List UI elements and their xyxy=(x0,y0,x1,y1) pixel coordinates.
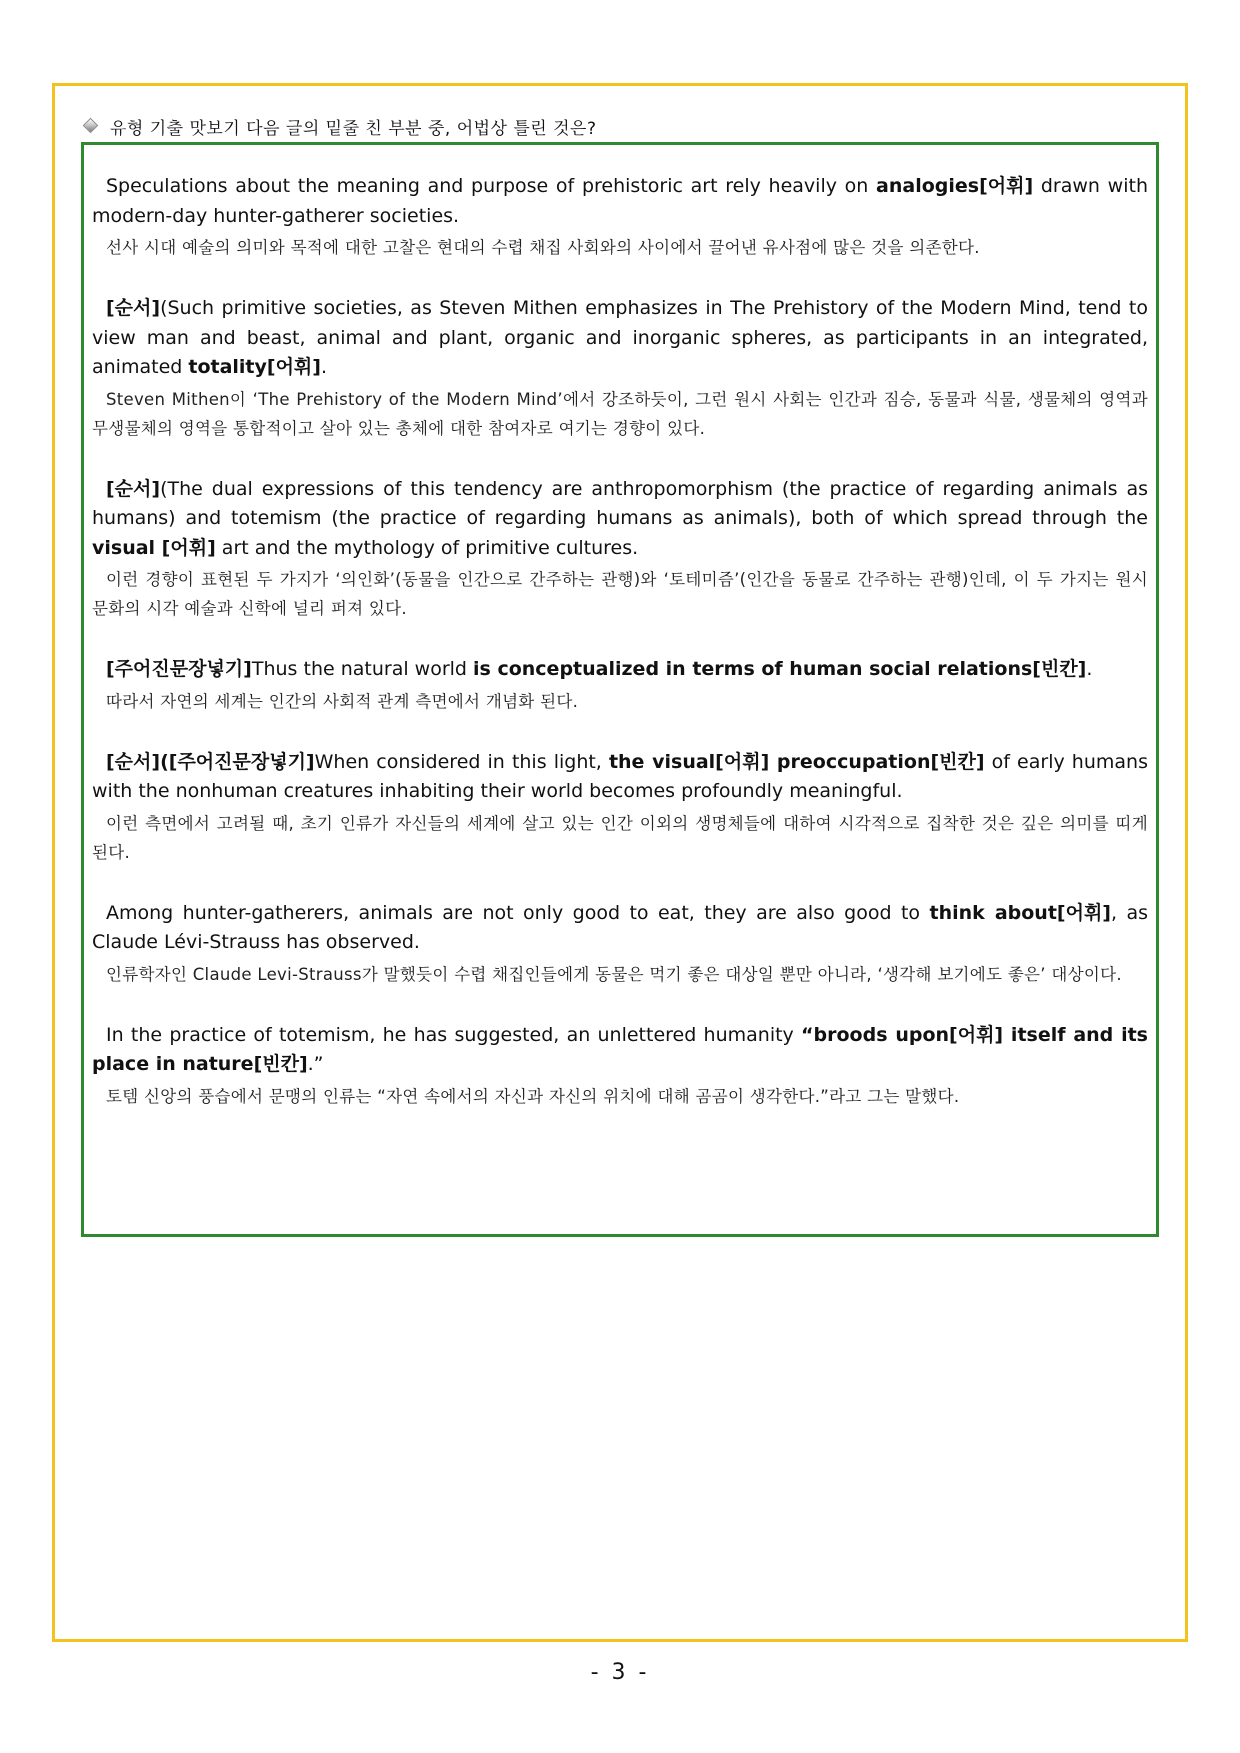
korean-translation: 인류학자인 Claude Levi-Strauss가 말했듯이 수렵 채집인들에게 동물은 먹기 좋은 대상일 뿐만 아니라, ‘생각해 보기에도 좋은’ 대상이다. xyxy=(106,964,1122,984)
question-title: 유형 기출 맛보기 다음 글의 밑줄 친 부분 중, 어법상 틀린 것은? xyxy=(110,118,597,139)
sentence-text: , as Claude Lévi-Strauss has observed. xyxy=(92,901,1149,953)
sentence-text: of early humans with the nonhuman creatures inhabiting their world becomes profoundly meaningful. xyxy=(92,750,1148,802)
paragraph-block xyxy=(92,172,1148,262)
sentence-text: drawn with modern-day hunter-gatherer societies. xyxy=(92,175,1148,227)
highlighted-term: “broods upon[어휘] itself and its place in nature[빈칸] xyxy=(92,1023,1148,1075)
highlighted-term: [순서] xyxy=(106,477,161,500)
paragraph-block xyxy=(92,655,1148,716)
english-sentence xyxy=(92,475,1148,564)
korean-translation: 토템 신앙의 풍습에서 문맹의 인류는 “자연 속에서의 자신과 자신의 위치에 대해 곰곰이 생각한다.”라고 그는 말했다. xyxy=(106,1086,960,1106)
highlighted-term: [순서] xyxy=(106,297,161,319)
korean-translation: 이런 측면에서 고려될 때, 초기 인류가 자신들의 세계에 살고 있는 인간 이외의 생명체들에 대하여 시각적으로 집착한 것은 깊은 의미를 띠게 된다. xyxy=(92,813,1148,862)
sentence-text: .” xyxy=(307,1053,324,1075)
highlighted-term: think about[어휘] xyxy=(929,901,1111,924)
english-sentence xyxy=(92,294,1148,383)
paragraph-block xyxy=(92,294,1148,443)
paragraph-block xyxy=(92,1021,1148,1111)
highlighted-term: is conceptualized in terms of human social relations[빈칸] xyxy=(473,658,1087,680)
paragraph-block xyxy=(92,899,1148,989)
highlighted-term: analogies[어휘] xyxy=(876,175,1034,197)
korean-translation: 선사 시대 예술의 의미와 목적에 대한 고찰은 현대의 수렵 채집 사회와의 사이에서 끌어낸 유사점에 많은 것을 의존한다. xyxy=(106,238,980,257)
sentence-text: (Such primitive societies, as Steven Mithen emphasizes in The Prehistory of the Modern Mind, tend to view man and beast, animal and plant, organic and inorganic spheres, as participants in an integrated, animated xyxy=(92,297,1148,378)
sentence-text: . xyxy=(1086,658,1093,680)
korean-translation: 따라서 자연의 세계는 인간의 사회적 관계 측면에서 개념화 된다. xyxy=(106,691,579,711)
sentence-text: (The dual expressions of this tendency are anthropomorphism (the practice of regarding animals as humans) and totemism (the practice of regarding humans as animals), both of which spread through the xyxy=(92,477,1148,529)
highlighted-term: ([주어진문장넣기] xyxy=(160,750,315,773)
sentence-text: . xyxy=(320,356,328,378)
korean-translation: Steven Mithen이 ‘The Prehistory of the Modern Mind’에서 강조하듯이, 그런 원시 사회는 인간과 짐승, 동물과 식물, 생물체의 영역과 무생물체의 영역을 통합적이고 살아 있는 총체에 대한 참여자로 여기는 경향이 있다. xyxy=(92,389,1148,438)
sentence-text: Among hunter-gatherers, animals are not only good to eat, they are also good to xyxy=(106,901,930,924)
sentence-text: In the practice of totemism, he has suggested, an unlettered humanity xyxy=(106,1023,802,1046)
paragraph-block xyxy=(92,475,1148,624)
passage-content xyxy=(92,172,1148,1143)
highlighted-term: visual [어휘] xyxy=(92,536,216,559)
paragraph-block xyxy=(92,748,1148,867)
sentence-text: Speculations about the meaning and purpose of prehistoric art rely heavily on xyxy=(106,175,877,197)
sentence-text: When considered in this light, xyxy=(314,750,609,773)
english-sentence xyxy=(92,748,1148,807)
question-header xyxy=(84,113,597,139)
highlighted-term: totality[어휘] xyxy=(188,356,321,378)
english-sentence xyxy=(92,655,1148,685)
sentence-text: art and the mythology of primitive cultures. xyxy=(215,536,639,559)
page-number: - 3 - xyxy=(590,1660,650,1685)
english-sentence xyxy=(92,899,1148,958)
highlighted-term: [주어진문장넣기] xyxy=(106,658,252,680)
highlighted-term: the visual[어휘] preoccupation[빈칸] xyxy=(608,750,985,773)
diamond-bullet-icon xyxy=(84,119,98,133)
sentence-text: Thus the natural world xyxy=(251,658,474,680)
highlighted-term: [순서] xyxy=(106,750,161,773)
korean-translation: 이런 경향이 표현된 두 가지가 ‘의인화’(동물을 인간으로 간주하는 관행)와 ‘토테미즘’(인간을 동물로 간주하는 관행)인데, 이 두 가지는 원시 문화의 시각 예술과 신학에 널리 퍼져 있다. xyxy=(92,570,1148,618)
english-sentence xyxy=(92,172,1148,231)
english-sentence xyxy=(92,1021,1148,1080)
